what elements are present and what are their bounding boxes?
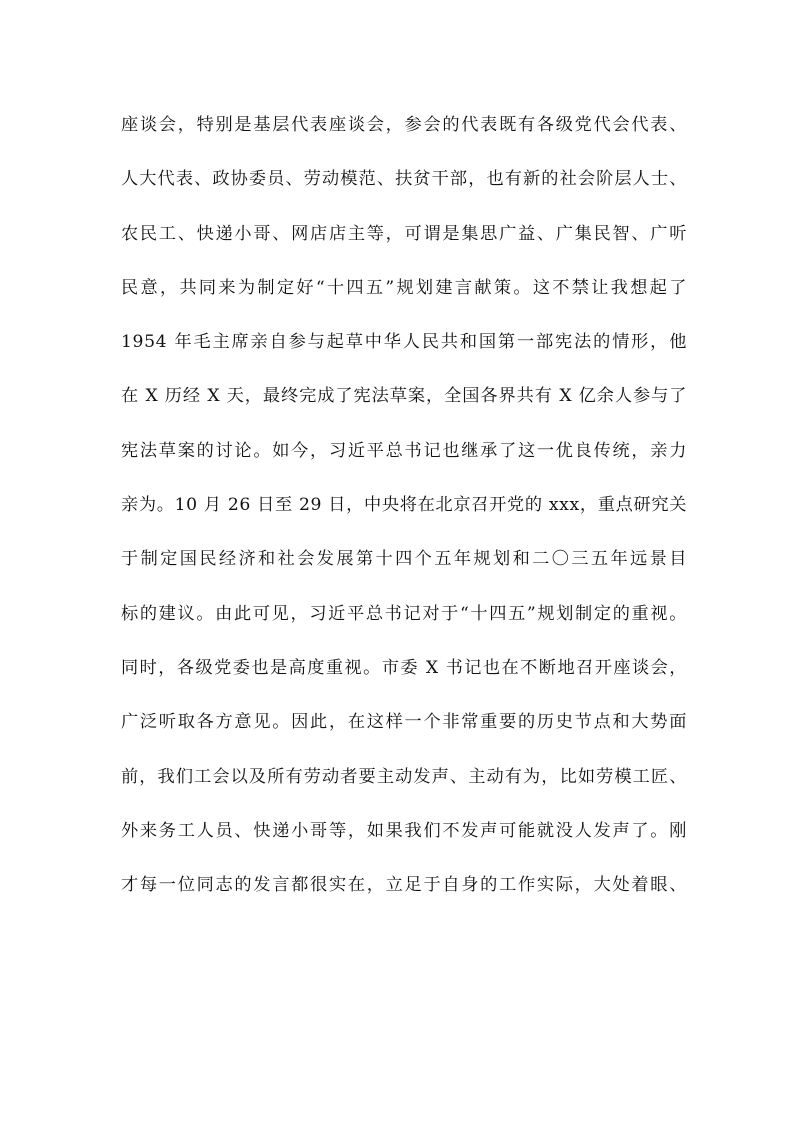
text-line: 宪法草案的讨论。如今，习近平总书记也继承了这一优良传统，亲力 [121, 440, 687, 461]
text-line: 人大代表、政协委员、劳动模范、扶贫干部，也有新的社会阶层人士、 [121, 169, 687, 190]
text-line: 在 X 历经 X 天，最终完成了宪法草案，全国各界共有 X 亿余人参与了 [121, 386, 687, 407]
text-line: 农民工、快递小哥、网店店主等，可谓是集思广益、广集民智、广听 [121, 223, 687, 244]
text-line: 于制定国民经济和社会发展第十四个五年规划和二〇三五年远景目 [121, 549, 687, 570]
text-line: 广泛听取各方意见。因此，在这样一个非常重要的历史节点和大势面 [121, 712, 687, 733]
text-line: 标的建议。由此可见，习近平总书记对于“十四五”规划制定的重视。 [121, 603, 687, 624]
text-line: 座谈会，特别是基层代表座谈会，参会的代表既有各级党代会代表、 [121, 115, 687, 135]
text-line: 亲为。10 月 26 日至 29 日，中央将在北京召开党的 xxx，重点研究关 [121, 495, 687, 516]
body-text [121, 108, 687, 922]
text-line: 同时，各级党委也是高度重视。市委 X 书记也在不断地召开座谈会， [121, 657, 687, 678]
text-line: 民意，共同来为制定好“十四五”规划建言献策。这不禁让我想起了 [121, 277, 687, 298]
text-line: 外来务工人员、快递小哥等，如果我们不发声可能就没人发声了。刚 [121, 820, 687, 841]
text-line: 前，我们工会以及所有劳动者要主动发声、主动有为，比如劳模工匠、 [121, 766, 687, 787]
text-line: 才每一位同志的发言都很实在，立足于自身的工作实际，大处着眼、 [121, 875, 687, 896]
text-line: 1954 年毛主席亲自参与起草中华人民共和国第一部宪法的情形，他 [121, 332, 687, 353]
